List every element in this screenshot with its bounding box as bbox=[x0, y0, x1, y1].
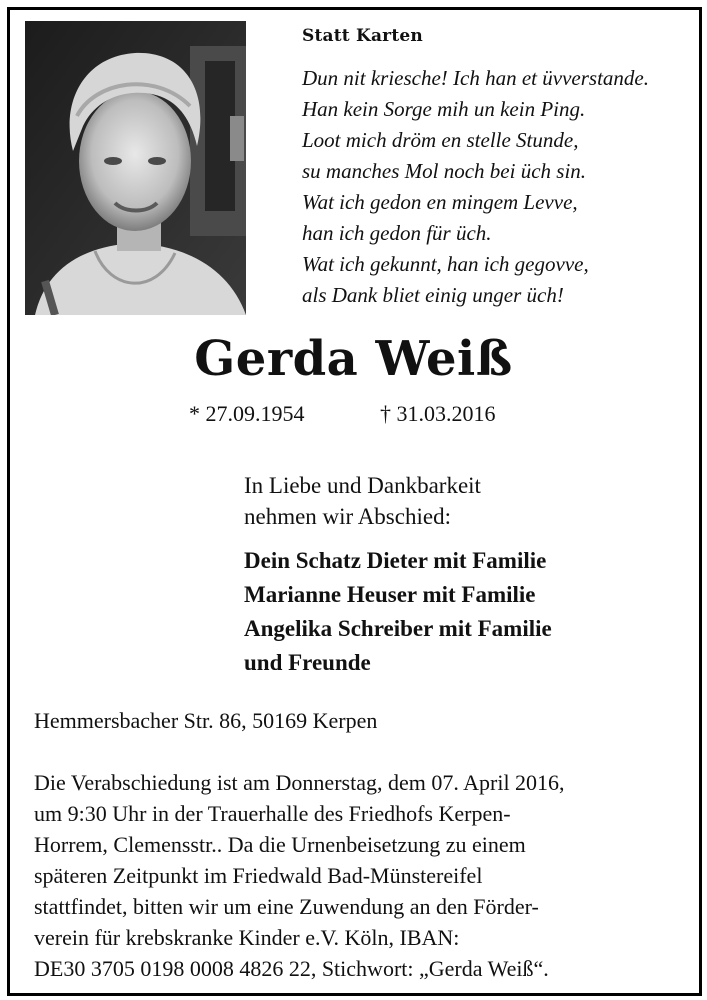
header-label: Statt Karten bbox=[302, 26, 423, 46]
mourner-entry: Angelika Schreiber mit Familie bbox=[244, 616, 552, 641]
mourners-list bbox=[244, 544, 552, 680]
notice-line: späteren Zeitpunkt im Friedwald Bad-Münstereifel bbox=[34, 863, 483, 888]
poem-line: Wat ich gedon en mingem Levve, bbox=[302, 190, 578, 214]
notice-line: Die Verabschiedung ist am Donnerstag, dem 07. April 2016, bbox=[34, 770, 565, 795]
poem-line: Wat ich gekunnt, han ich gegovve, bbox=[302, 252, 589, 276]
poem-line: han ich gedon für üch. bbox=[302, 221, 492, 245]
intro-line: nehmen wir Abschied: bbox=[244, 504, 451, 529]
intro-line: In Liebe und Dankbarkeit bbox=[244, 473, 481, 498]
notice-line: stattfindet, bitten wir um eine Zuwendung an den Förder- bbox=[34, 894, 539, 919]
notice-line: verein für krebskranke Kinder e.V. Köln, IBAN: bbox=[34, 925, 460, 950]
poem-line: als Dank bliet einig unger üch! bbox=[302, 283, 564, 307]
death-date: † 31.03.2016 bbox=[380, 401, 496, 426]
poem bbox=[302, 63, 649, 311]
poem-line: Han kein Sorge mih un kein Ping. bbox=[302, 97, 586, 121]
poem-line: Loot mich dröm en stelle Stunde, bbox=[302, 128, 579, 152]
mourner-entry: und Freunde bbox=[244, 650, 371, 675]
farewell-intro bbox=[244, 470, 481, 532]
poem-line: Dun nit kriesche! Ich han et üvverstande. bbox=[302, 66, 649, 90]
notice-line: um 9:30 Uhr in der Trauerhalle des Friedhofs Kerpen- bbox=[34, 801, 511, 826]
portrait-photo bbox=[25, 21, 246, 315]
address: Hemmersbacher Str. 86, 50169 Kerpen bbox=[34, 708, 378, 733]
notice-line: Horrem, Clemensstr.. Da die Urnenbeisetzung zu einem bbox=[34, 832, 526, 857]
service-notice bbox=[34, 767, 565, 984]
mourner-entry: Dein Schatz Dieter mit Familie bbox=[244, 548, 547, 573]
birth-date: * 27.09.1954 bbox=[189, 401, 305, 426]
deceased-name: Gerda Weiß bbox=[194, 331, 513, 387]
mourner-entry: Marianne Heuser mit Familie bbox=[244, 582, 536, 607]
poem-line: su manches Mol noch bei üch sin. bbox=[302, 159, 587, 183]
notice-line: DE30 3705 0198 0008 4826 22, Stichwort: „Gerda Weiß“. bbox=[34, 956, 549, 981]
